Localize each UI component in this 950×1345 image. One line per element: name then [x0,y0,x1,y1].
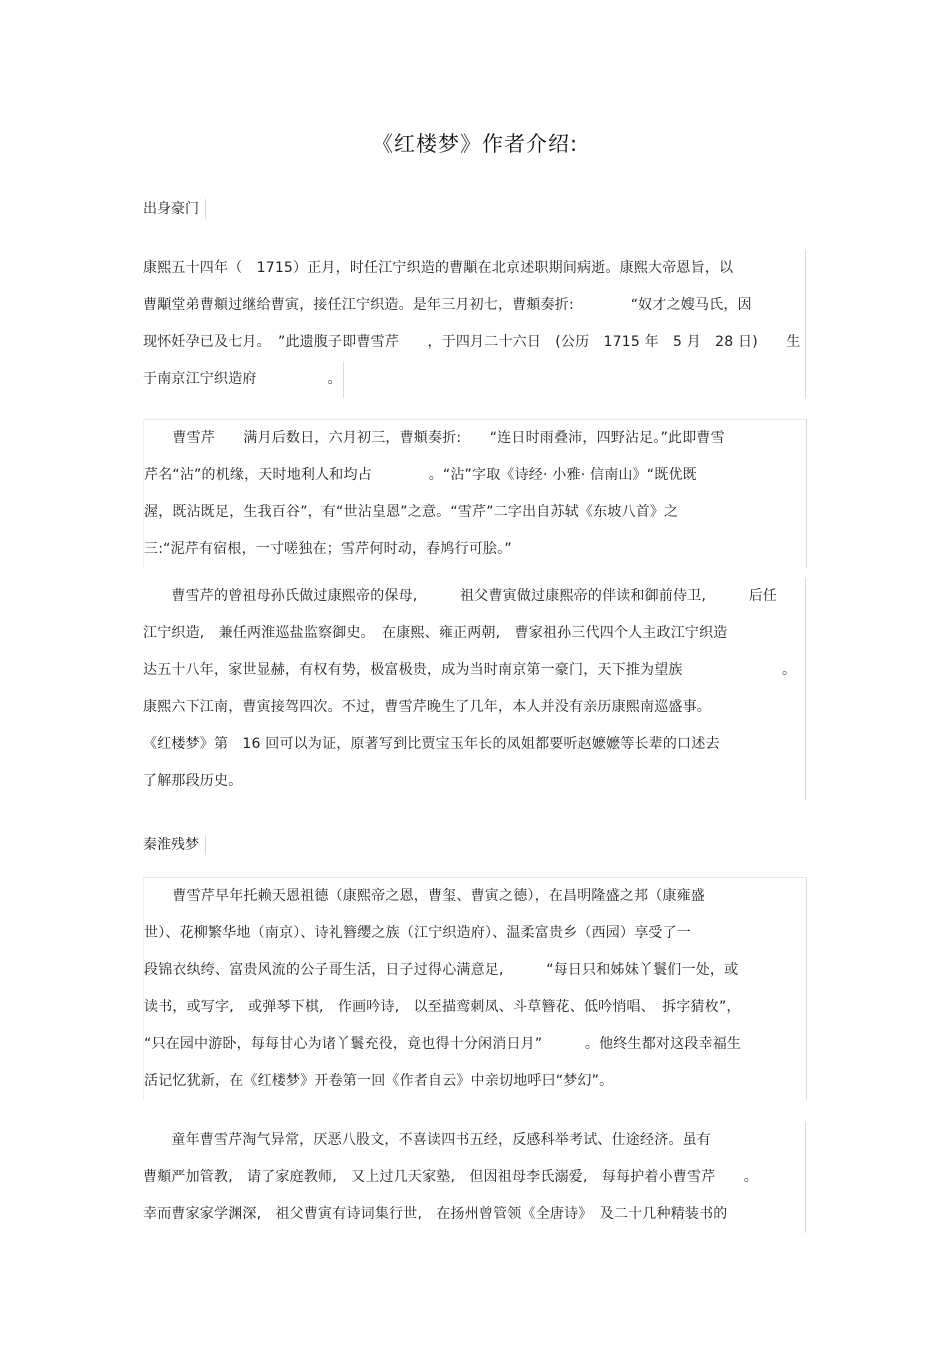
paragraph-line: 达五十八年，家世显赫，有权有势，极富极贵，成为当时南京第一豪门，天下推为望族 。 [143,662,797,678]
paragraph-line: 于南京江宁织造府 。 [143,361,344,398]
section-heading-origin: 出身豪门 [143,199,206,219]
paragraph-line: 了解那段历史。 [143,773,243,789]
paragraph-line: 江宁织造, 兼任两淮巡盐监察御史。 在康熙、雍正两朝, 曹家祖孙三代四个人主政江宁织造 [143,625,728,641]
paragraph-line: 曹雪芹的曾祖母孙氏做过康熙帝的保母, 祖父曹寅做过康熙帝的伴读和御前侍卫, 后任 [143,588,778,604]
paragraph-line: 段锦衣纨绔、富贵风流的公子哥生活，日子过得心满意足, “每日只和姊妹丫鬟们一处，或 [144,962,739,978]
paragraph-line: 现怀妊孕已及七月。 ”此遗腹子即曹雪芹 ，于四月二十六日 (公历 1715 年 5 月 28 日) 生 [143,334,801,350]
paragraph-line: “只在园中游卧，每每甘心为诸丫鬟充役，竟也得十分闲消日月” 。他终生都对这段幸福生 [144,1036,742,1052]
paragraph-line: 曹頫严加管教, 请了家庭教师, 又上过几天家塾, 但因祖母李氏溺爱, 每每护着小曹雪芹 。 [143,1169,758,1185]
paragraph-line: 读书，或写字, 或弹琴下棋, 作画吟诗, 以至描鸾刺凤、斗草簪花、低吟悄唱、 拆字猜枚”， [144,999,741,1015]
paragraph-line: 三:“泥芹有宿根，一寸嗟独在；雪芹何时动，春鸠行可脍。” [144,541,512,557]
paragraph-line: 曹雪芹早年托赖天恩祖德（康熙帝之恩，曹玺、曹寅之德），在昌明隆盛之邦（康雍盛 [144,888,705,904]
paragraph-line: 曹雪芹 满月后数日，六月初三，曹頫奏折: “连日时雨叠沛，四野沾足。”此即曹雪 [144,430,725,446]
paragraph-birth [143,250,806,398]
section-heading-qinhuai: 秦淮残梦 [143,835,206,855]
paragraph-line: 《红楼梦》第 16 回可以为证，原著写到比贾宝玉年长的凤姐都要听赵嬷嬷等长辈的口述去 [143,736,720,752]
paragraph-line: 曹顒堂弟曹頫过继给曹寅，接任江宁织造。是年三月初七，曹頫奏折: “奴才之嫂马氏，因 [143,297,752,313]
paragraph-childhood-life [143,877,807,1100]
paragraph-line: 幸而曹家家学渊深, 祖父曹寅有诗词集行世, 在扬州曾管领《全唐诗》 及二十几种精装书的 [143,1206,728,1222]
paragraph-education [143,1122,806,1233]
paragraph-line: 活记忆犹新，在《红楼梦》开卷第一回《作者自云》中亲切地呼曰“梦幻”。 [144,1073,614,1089]
paragraph-line: 世）、花柳繁华地（南京）、诗礼簪缨之族（江宁织造府）、温柔富贵乡（西园）享受了一 [144,925,691,941]
paragraph-line: 渥，既沾既足，生我百谷”，有“世沾皇恩”之意。“雪芹”二字出自苏轼《东坡八首》之 [144,504,679,520]
paragraph-family [143,578,806,800]
paragraph-line: 童年曹雪芹淘气异常，厌恶八股文，不喜读四书五经，反感科举考试、仕途经济。虽有 [143,1132,711,1148]
page-title: 《红楼梦》作者介绍: [371,132,579,156]
paragraph-name-origin [143,419,807,568]
paragraph-line: 康熙六下江南，曹寅接驾四次。不过，曹雪芹晚生了几年，本人并没有亲历康熙南巡盛事。 [143,699,711,715]
paragraph-line: 康熙五十四年（ 1715）正月，时任江宁织造的曹顒在北京述职期间病逝。康熙大帝恩旨，以 [143,260,734,276]
paragraph-line: 芹名“沾”的机缘，天时地利人和均占 。“沾”字取《诗经· 小雅· 信南山》“既优既 [144,467,697,483]
